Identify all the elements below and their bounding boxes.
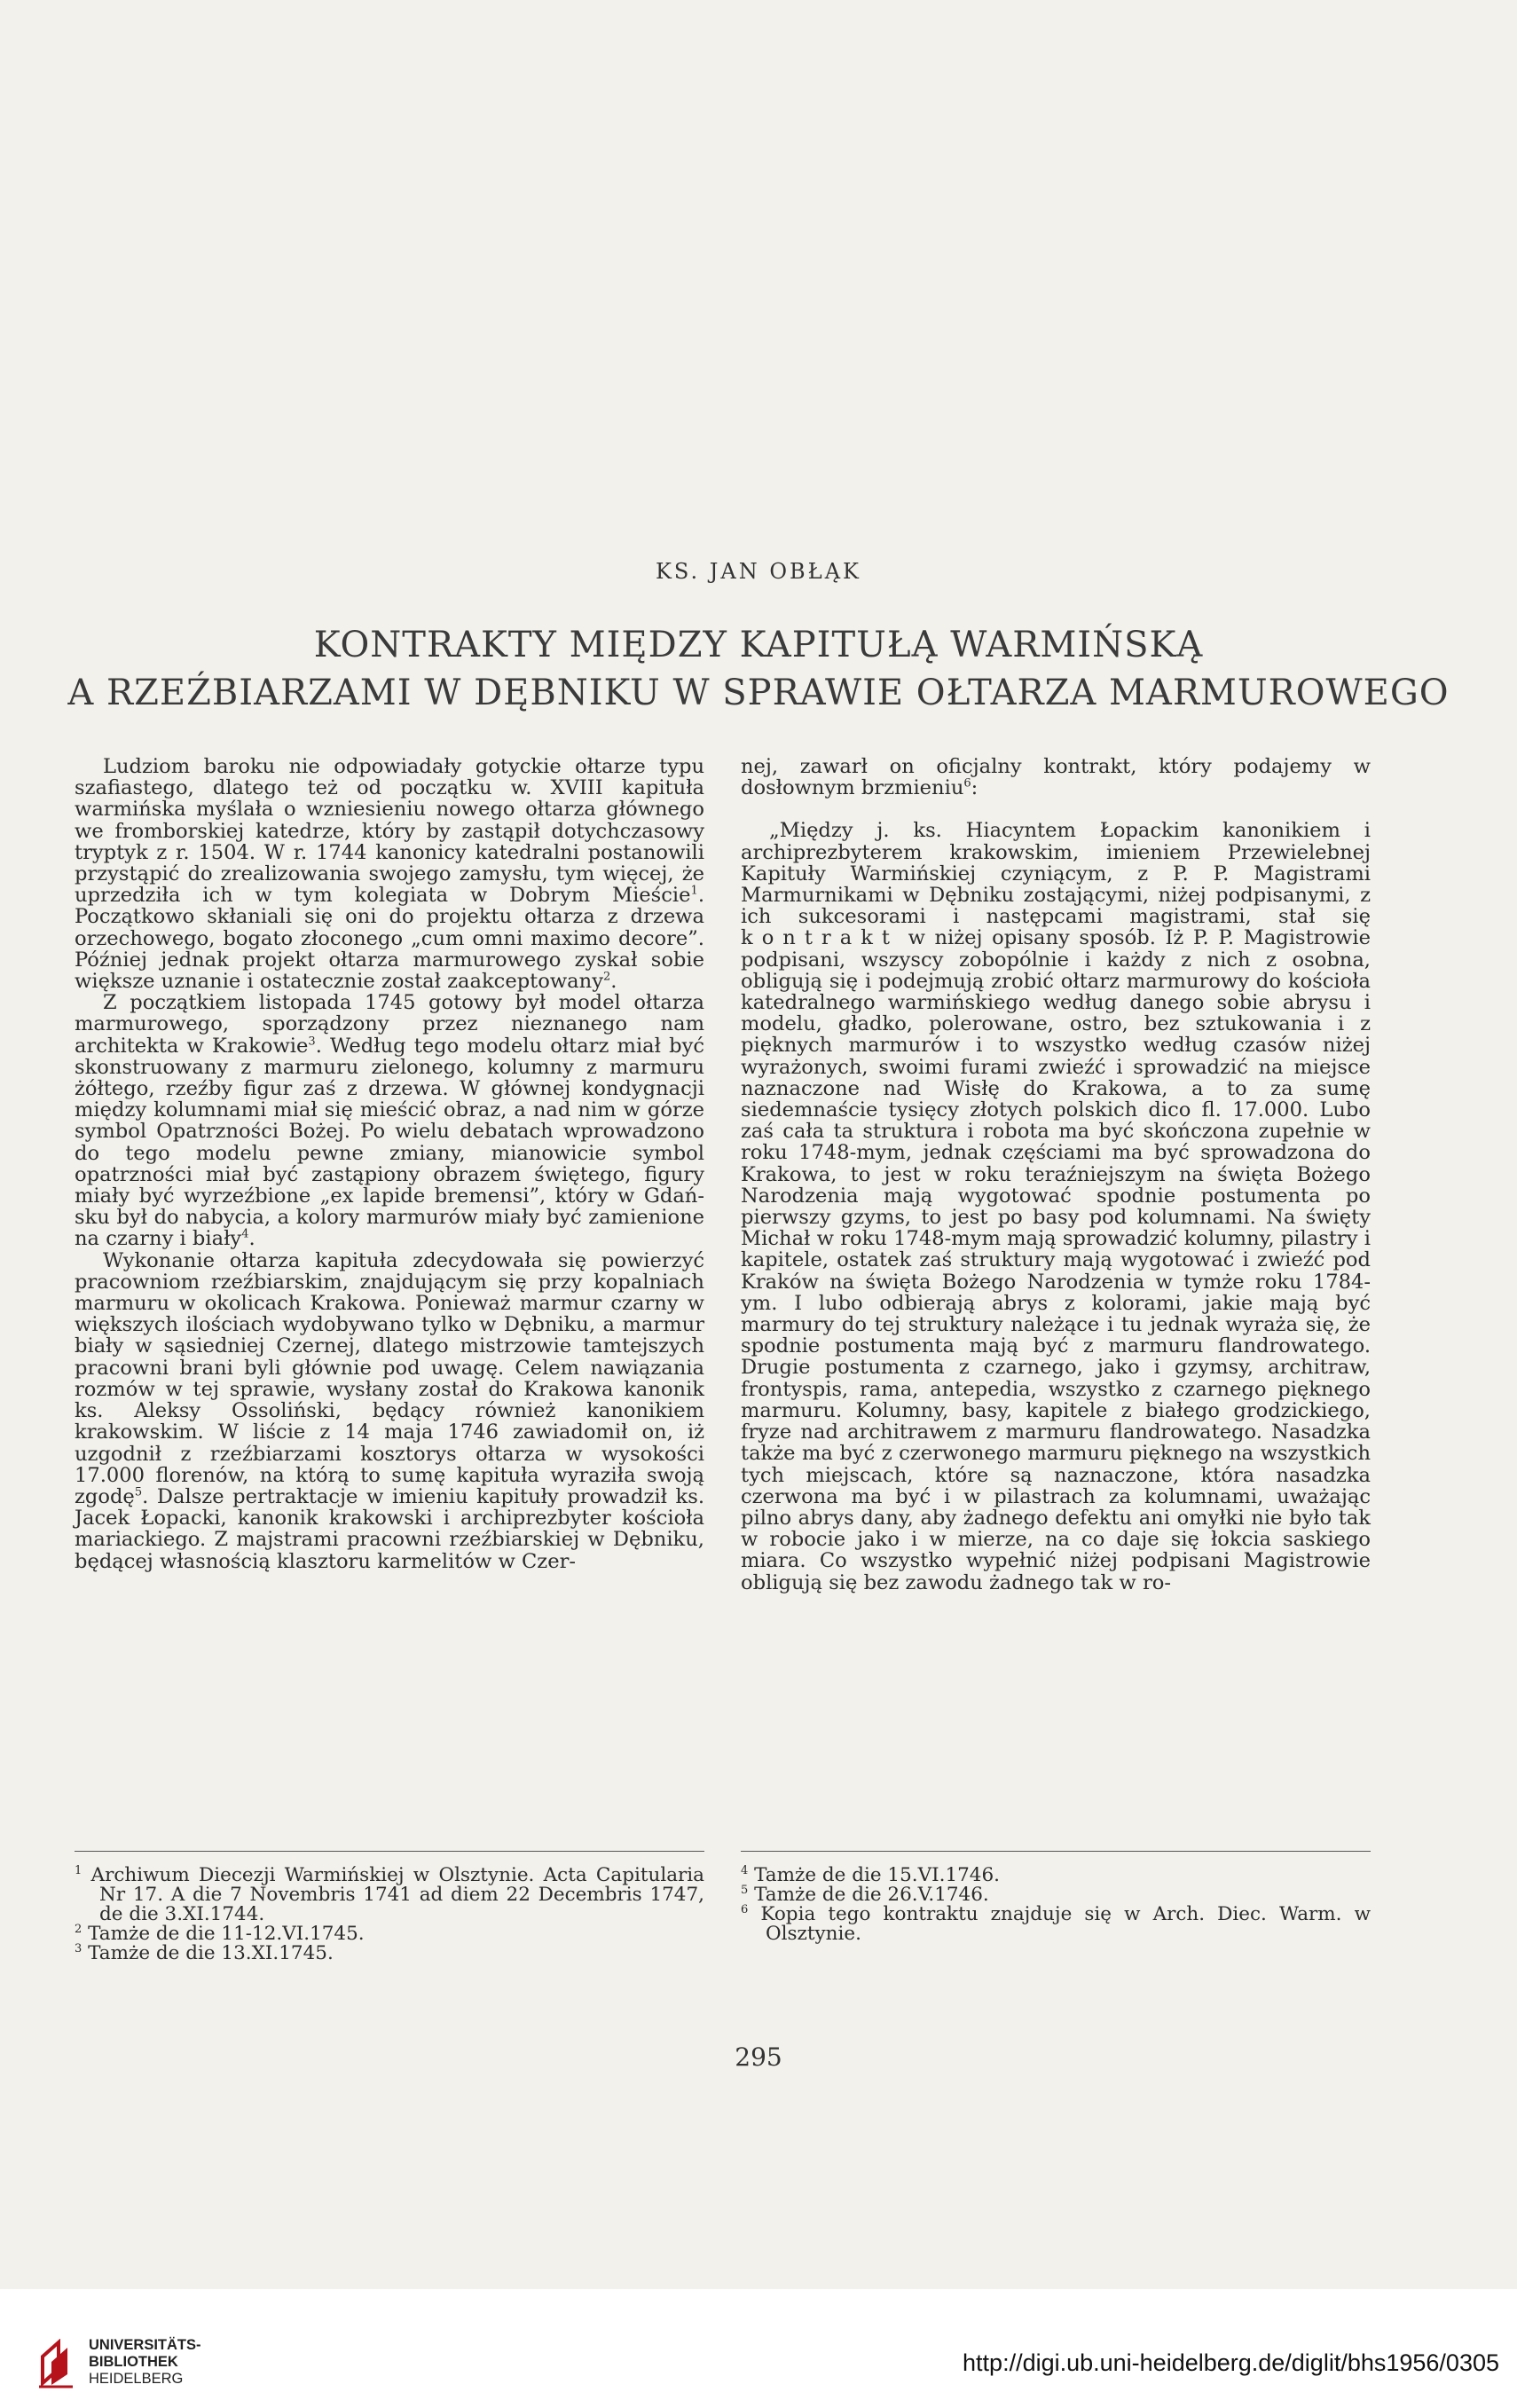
footnote: $^2$ Tamże de die 11-12.VI.1745. — [75, 1922, 365, 1945]
author-name: KS. JAN OBŁĄK — [656, 559, 861, 584]
article-title — [53, 621, 1464, 717]
library-logo-text: UNIVERSITÄTS- BIBLIOTHEK HEIDELBERG — [89, 2337, 201, 2387]
footnote-ref: 3 — [308, 1035, 316, 1049]
footnote: $^1$ Archiwum Diecezji Warmińskiej w Olsztynie. Acta Capitularia Nr 17. A die 7 Novembris 1741 ad diem 22 Decembris 1747, de die 3.XI.1744. — [75, 1863, 704, 1925]
footnotes-left — [75, 1863, 704, 1964]
emphasized-word: kontrakt — [741, 926, 899, 950]
digitization-footer — [0, 2289, 1517, 2408]
footnote-ref: 2 — [602, 970, 611, 984]
footnote: $^6$ Kopia tego kontraktu znajduje się w Arch. Diec. Warm. w Olsztynie. — [741, 1902, 1372, 1945]
left-text-column — [75, 756, 704, 1572]
paragraph: nej, zawarł on oficjalny kontrakt, który podajemy w dosłownym brzmieniu$^6$: — [741, 755, 1371, 800]
right-text-column — [741, 756, 1371, 1594]
paragraph: Wykonanie ołtarza kapituła zdecydowała się powierzyć pracowniom rzeźbiarskim, znajdującym się przy kopalniach marmuru w okolicach Krakowa. Ponieważ marmur czarny w większych ilościach wydobywano tylko w Dębniku, a marmur biały w sąsiedniej Czernej, dlatego mistrzowie tamtejszych pracowni brani byli głównie pod uwagę. Celem nawiązania rozmów w tej sprawie, wysłany został do Krakowa kanonik ks. Aleksy Ossoliński, będący również kanonikiem krakowskim. W liście z 14 maja 1746 zawiadomił on, iż uzgodnił z rzeźbiarzami kosztorys ołtarza w wysokości 17.000 florenów, na którą to sumę kapituła wyraziła swoją zgodę$^5$. Dalsze pertraktacje w imieniu kapituły prowadził ks. Jacek Łopacki, kanonik krakowski i archiprezbyter kościoła mariackiego. Z majstrami pracowni rzeźbiarskiej w Dębniku, będącej własnością klasztoru karmelitów w Czer- — [75, 1248, 704, 1573]
source-url-link[interactable]: http://digi.ub.uni-heidelberg.de/diglit/bhs1956/0305 — [963, 2349, 1499, 2376]
footnotes-right — [741, 1863, 1372, 1945]
title-line-2: A RZEŹBIARZAMI W DĘBNIKU W SPRAWIE OŁTARZA MARMUROWEGO — [67, 673, 1450, 713]
footnote-ref: 6 — [963, 776, 971, 791]
paragraph: Z początkiem listopada 1745 gotowy był model ołtarza marmurowego, sporządzony przez nieznanego nam architekta w Krakowie$^3$. Według tego modelu ołtarz miał być skonstruowany z marmuru zielonego, kolumny z marmuru żółtego, rzeźby figur zaś z drzewa. W głównej kondygnacji między kolumnami miał się mieścić obraz, a nad nim w górze symbol Opatrzności Bożej. Po wielu debatach wprowadzono do tego modelu pewne zmiany, mianowicie symbol opatrzności miał być zastąpiony obrazem świętego, figury miały być wyrzeźbione „ex lapide bremensi”, który w Gdańsku był do nabycia, a kolory marmurów miały być zamienione na czarny i biały$^4$. — [75, 991, 704, 1251]
footnote-ref: 4 — [241, 1227, 249, 1241]
title-line-1: KONTRAKTY MIĘDZY KAPITUŁĄ WARMIŃSKĄ — [313, 625, 1204, 665]
footnote-ref: 5 — [134, 1485, 143, 1499]
footnote-divider-left — [75, 1851, 704, 1852]
footnote-divider-right — [741, 1851, 1371, 1852]
footnote-ref: 1 — [690, 884, 698, 898]
footnote: $^5$ Tamże de die 26.V.1746. — [741, 1883, 989, 1906]
library-logo-icon — [37, 2339, 78, 2388]
footnote: $^3$ Tamże de die 13.XI.1745. — [75, 1941, 334, 1964]
footnote: $^4$ Tamże de die 15.VI.1746. — [741, 1863, 1001, 1886]
page-number: 295 — [735, 2042, 782, 2072]
paragraph: Ludziom baroku nie odpowiadały gotyckie ołtarze typu szafiastego, dlatego też od początku w. XVIII kapituła warmińska myślała o wzniesieniu nowego ołtarza głównego we fromborskiej katedrze, który by zastąpił dotychczasowy tryptyk z r. 1504. W r. 1744 kanonicy katedralni postanowili przystąpić do zrealizowania swojego zamysłu, tym więcej, że uprzedziła ich w tym kolegiata w Dobrym Mieście$^1$. Początkowo skłaniali się oni do projektu ołtarza z drzewa orzechowego, bogato złoconego „cum omni maximo decore”. Później jednak projekt ołtarza marmurowego zyskał sobie większe uznanie i ostatecznie został zaakceptowany$^2$. — [75, 755, 704, 994]
contract-quote: „Między j. ks. Hiacyntem Łopackim kanonikiem i archiprezbyterem krakowskim, imieniem Przewielebnej Kapituły Warmińskiej czyniącym, z P. P. Magistrami Marmurnikami w Dębniku zostającymi, niżej podpisanymi, z ich sukcesorami i następcami magistrami, stał się kontrakt w niżej opisany sposób. Iż P. P. Magistrowie podpisani, wszyscy zobopólnie i każdy z nich z osobna, obligują się i podejmują zrobić ołtarz marmurowy do kościoła katedralnego warmińskiego według danego sobie abrysu i modelu, gładko, polerowane, ostro, bez sztukowania i z pięknych marmurów i to wszystko według czasów niżej wyrażonych, swoimi furami zwieźć i sprowadzić na miejsce naznaczone nad Wisłę do Krakowa, a to za sumę siedemnaście tysięcy złotych polskich dico fl. 17.000. Lubo zaś cała ta struktura i robota ma być skończona zupełnie w roku 1748-mym, jednak częściami ma być sprowadzona do Krakowa, to jest w roku teraźniejszym na święta Bożego Narodzenia mają wygotować spodnie postumenta po pierwszy gzyms, to jest po basy pod kolumnami. Na święty Michał w roku 1748-mym mają sprowadzić kolumny, pilastry i kapitele, ostatek zaś struktury mają wygotować i zwieźć pod Kraków na święta Bożego Narodzenia w tymże roku 1784-ym. I lubo odbierają abrys z kolorami, jakie mają być marmury do tej struktury należące i tu jednak wyraża się, że spodnie postumenta mają być z marmuru flandrowatego. Drugie postumenta z czarnego, jako i gzymsy, architraw, frontyspis, rama, antepedia, wszystko z czarnego pięknego marmuru. Kolumny, basy, kapitele z białego grodzickiego, fryze nad architrawem z marmuru flandrowatego. Nasadzka także ma być z czerwonego marmuru pięknego na wszystkich tych miejscach, które są naznaczone, która nasadzka czerwona ma być i w pilastrach za kolumnami, uważając pilno abrys dany, aby żadnego defektu ani omyłki nie było tak w robocie jako i w mierze, na co daje się łokcia saskiego miara. Co wszystko wypełnić niżej podpisani Magistrowie obligują się bez zawodu żadnego tak w ro- — [741, 819, 1371, 1594]
